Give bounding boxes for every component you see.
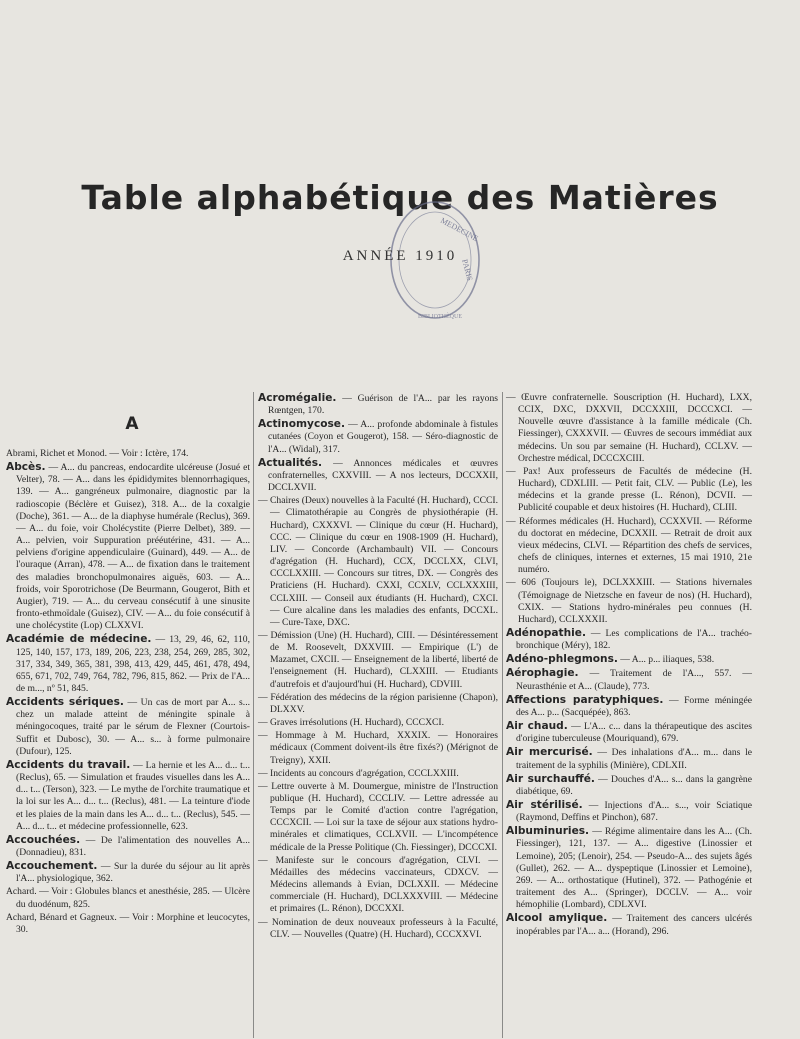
index-entry-text: — Traitement de l'A..., 557. — Neurasthénie et A... (Claude), 773. <box>516 668 752 692</box>
index-entry: — 606 (Toujours le), DCLXXXIII. — Stations hivernales (Témoignage de Nietzsche en faveur de nos) (H. Huchard), CXIX. — Stations hydro-minérales peu connues (H. Huchard), CCLXXXII. <box>506 577 752 625</box>
index-entry <box>6 696 250 758</box>
index-headword: Actinomycose. <box>258 418 346 431</box>
index-entry-text: 606 (Toujours le), DCLXXXIII. — Stations hivernales (Témoignage de Nietzsche en faveur de nos) (H. Huchard), CXIX. — Stations hydro-minérales peu connues (H. Huchard), CCLXXXII. <box>518 577 752 625</box>
index-entry-text: — 13, 29, 46, 62, 110, 125, 140, 157, 173, 189, 206, 223, 238, 254, 269, 285, 302, 317, 334, 349, 365, 381, 398, 413, 429, 445, 461, 478, 494, 655, 671, 702, 749, 764, 782, 796, 815, 862. — Prix de l'A... de m..., nº 51, 845. <box>16 634 250 694</box>
index-entry-text: — Les complications de l'A... trachéo-bronchique (Méry), 182. <box>516 627 752 652</box>
index-headword: Accouchées. <box>6 833 81 846</box>
index-entry-text: — A... du pancreas, endocardite ulcéreuse (Josué et Velter), 78. — A... dans les épididymites blennorrhagiques, 139. — A... gangréneux pulmonaire, diagnostic par la radioscopie (Béclère et Guisez), 318. A... de la coxalgie (Doche), 361. — A... de la diaphyse humérale (Reclus), 369. — A... du foie, voir Cholécystite (Pierre Delbet), 389. — A... pelvien, voir Suppuration prééutérine, 431. — A... pelviens d'origine appendiculaire (Guinard), 449. — A... de l'ouraque (Arran), 478. — A... de fixation dans le traitement des maladies bronchopulmonaires aiguës, 603. — A... froids, voir Sporotrichose (De Beurmann, Gougerot, Bith et Augier), 719. — A... du cerveau consécutif à une sinusite fronto-ethmoïdale (Guisez), CIV. — A... du foie consécutif à une cholécystite (Lop) CLXXVI. <box>16 462 250 632</box>
page-title: Table alphabétique des Matières <box>81 178 719 217</box>
index-headword: Albuminuries. <box>506 825 590 838</box>
index-entry <box>6 759 250 833</box>
index-headword: Adéno-phlegmons. <box>506 653 618 666</box>
index-column-1 <box>6 448 250 937</box>
column-divider <box>253 392 254 1038</box>
stamp-text-mid: PARIS <box>460 258 475 282</box>
index-entry-text: — Injections d'A... s..., voir Sciatique (Raymond, Deffins et Pinchon), 687. <box>516 800 752 824</box>
index-entry-text: Œuvre confraternelle. Souscription (H. Huchard), LXX, CCIX, DXC, DXXVII, DCCXXIII, DCCCXCI. — Nouvelle œuvre d'assistance à la famille médicale (Ch. Fiessinger), CXXXVII. — Œuvres de secours immédiat aux médecins. Un sou par semaine (H. Huchard), CCLXV. — Orchestre médical, DCCCXCIII. <box>518 392 752 464</box>
index-entry <box>506 694 752 719</box>
index-entry: — Manifeste sur le concours d'agrégation, CLVI. — Médailles des médecins vaccinateurs, CDXCV. — Médecins allemands à Evian, DCLXXII. — Médecine commerciale (H. Huchard), DCLXXXVIII. — Médecine et primaires (L. Rénon), DCCXXI. <box>258 854 498 915</box>
index-entry: — Chaires (Deux) nouvelles à la Faculté (H. Huchard), CCCI. — Climatothérapie au Congrès de physiothérapie (H. Huchard), CXXXVI. — Clinique du cœur (H. Huchard), CCC. — Clinique du cœur en 1908-1909 (H. Huchard), LIV. — Concorde (Archambault) VII. — Concours d'agrégation (H. Huchard), CCX, DCCLXX, CLVI, CCCLXXIII. — Concours sur titres, DX. — Congrès des Praticiens (H. Huchard). CXXI, CCXLV, CCLXXXIII, CCLXIII. — Conseil aux étudiants (H. Huchard), CXCI. — Cure alcaline dans les maladies des enfants, DCCXL. — Cure-Taxe, DXC. <box>258 495 498 628</box>
index-entry-text: Réformes médicales (H. Huchard), CCXXVII. — Réforme du doctorat en médecine, DCXXII. — Retrait de droit aux vieux médecins, CLVI. — Répartition des chefs de services, chefs de cliniques, internes et externes, 15 mai 1910, 21e numéro. <box>518 515 753 576</box>
index-entry-text: Incidents au concours d'agrégation, CCCLXXIII. <box>270 767 459 779</box>
index-entry <box>506 773 752 798</box>
index-entry-text: — Des inhalations d'A... m... dans le traitement de la syphilis (Minière), CDLXII. <box>516 747 752 771</box>
stamp-text-top: MEDECINE <box>439 215 480 244</box>
index-entry <box>258 418 498 455</box>
index-entry-text: — Un cas de mort par A... s... chez un malade atteint de méningite spinale à méningocoques, traité par le sérum de Flexner (Courtois-Suffit et Dubosc), 30. — A... s... à forme pulmonaire (Dufour), 125. <box>16 697 250 757</box>
index-entry <box>506 825 752 911</box>
index-headword: Abcès. <box>6 461 46 474</box>
index-entry-text: Abrami, Richet et Monod. — Voir : Ictère, 174. <box>6 448 189 459</box>
index-headword: Adénopathie. <box>506 626 586 639</box>
index-entry-text: Lettre ouverte à M. Doumergue, ministre de l'Instruction publique (H. Huchard), CCCLIV. — Lettre adressée au Temps par le Comité d'action contre l'agrégation, CCCXCII. — Loi sur la taxe de séjour aux stations hydro-minérales et climatiques, CCLXVII. — L'incompétence médicale de la Presse Politique (Ch. Fiessinger), DCCCXI. <box>270 780 498 853</box>
index-entry-text: Achard, Bénard et Gagneux. — Voir : Morphine et leucocytes, 30. <box>6 911 250 935</box>
index-entry-text: Achard. — Voir : Globules blancs et anesthésie, 285. — Ulcère du duodénum, 825. <box>6 886 250 910</box>
index-headword: Aérophagie. <box>506 667 579 680</box>
index-entry: — Fédération des médecins de la région parisienne (Chapon), DLXXV. <box>258 691 498 715</box>
index-entry: — Incidents au concours d'agrégation, CCCLXXIII. <box>258 767 459 779</box>
index-headword: Actualités. <box>258 456 323 469</box>
index-entry-text: — Forme méningée des A... p... (Sacquépée), 863. <box>516 694 752 718</box>
index-entry-text: Pax! Aux professeurs de Facultés de médecine (H. Huchard), CDXLIII. — Petit fait, CLV. — Public (Le), les médecins et la grande presse (L. Rénon), DCVII. — Publicité coupable et deux histoires (H. Huchard), CLIII. <box>518 465 752 514</box>
index-entry <box>258 392 498 417</box>
index-entry: — Œuvre confraternelle. Souscription (H. Huchard), LXX, CCIX, DXC, DXXVII, DCCXXIII, DCCCXCI. — Nouvelle œuvre d'assistance à la famille médicale (Ch. Fiessinger), CXXXVII. — Œuvres de secours immédiat aux médecins. Un sou par semaine (H. Huchard), CCLXV. — Orchestre médical, DCCCXCIII. <box>506 392 752 464</box>
index-headword: Affections paratyphiques. <box>506 693 664 706</box>
index-entry-text: — De l'alimentation des nouvelles A... (Donnadieu), 831. <box>16 834 250 858</box>
index-entry <box>506 653 752 666</box>
index-entry-text: — Annonces médicales et œuvres confraternelles, CXXVIII. — A nos lecteurs, DCCXXII, DCCLXVII. <box>268 457 498 494</box>
index-entry-text: — Régime alimentaire dans les A... (Ch. Fiessinger), 121, 137. — A... digestive (Linossier et Lemoine), 205; (Lenoir), 254. — Pseudo-A... des sujets âgés (Gullet), 262. — A... dyspeptique (Linossier et Lemoine), 269. — A... orthostatique (Hutinel), 372. — Pathogénie et traitement des A... (Springer), DCCLV. — A... voir hémophilie (Lombard), CDLXVI. <box>516 826 752 911</box>
index-entry-text: — Douches d'A... s... dans la gangrène diabétique, 69. <box>516 773 752 797</box>
index-entry <box>6 633 250 695</box>
index-entry-text: Hommage à M. Huchard, XXXIX. — Honoraires médicaux (Comment doivent-ils être fixés?) (Mérignot de Treigny), XXII. <box>270 730 498 766</box>
index-entry: — Pax! Aux professeurs de Facultés de médecine (H. Huchard), CDXLIII. — Petit fait, CLV. — Public (Le), les médecins et la grande presse (L. Rénon), DCVII. — Publicité coupable et deux histoires (H. Huchard), CLIII. <box>506 465 752 514</box>
index-entry-text: Chaires (Deux) nouvelles à la Faculté (H. Huchard), CCCI. — Climatothérapie au Congrès de physiothérapie (H. Huchard), CXXXVI. — Clinique du cœur (H. Huchard), CCC. — Clinique du cœur en 1908-1909 (H. Huchard), LIV. — Concorde (Archambault) VII. — Concours d'agrégation (H. Huchard), CCX, DCCLXX, CLVI, CCCLXXIII. — Concours sur titres, DX. — Congrès des Praticiens (H. Huchard). CXXI, CCXLV, CCLXXXIII, CCLXIII. — Conseil aux étudiants (H. Huchard), CXCI. — Cure alcaline dans les maladies des enfants, DCCXL. — Cure-Taxe, DXC. <box>270 495 498 628</box>
index-entry: — Hommage à M. Huchard, XXXIX. — Honoraires médicaux (Comment doivent-ils être fixés?) (Mérignot de Treigny), XXII. <box>258 730 498 766</box>
index-entry <box>6 834 250 859</box>
index-entry: — Réformes médicales (H. Huchard), CCXXVII. — Réforme du doctorat en médecine, DCXXII. — Retrait de droit aux vieux médecins, CLVI. — Répartition des chefs de services, chefs de cliniques, internes et externes, 15 mai 1910, 21e numéro. <box>506 515 753 576</box>
index-entry <box>506 720 752 745</box>
index-entry <box>506 799 752 824</box>
index-headword: Air mercurisé. <box>506 746 593 759</box>
index-headword: Acromégalie. <box>258 392 337 404</box>
index-headword: Accouchement. <box>6 860 98 873</box>
index-entry-text: — Guérison de l'A... par les rayons Rœntgen, 170. <box>268 393 498 417</box>
index-entry: — Nomination de deux nouveaux professeurs à la Faculté, CLV. — Nouvelles (Quatre) (H. Huchard), CCCXXVI. <box>258 916 498 940</box>
index-entry-text: — Sur la durée du séjour au lit après l'A... physiologique, 362. <box>16 861 250 885</box>
index-entry: — Graves irrésolutions (H. Huchard), CCCXCI. <box>258 717 444 729</box>
index-entry <box>506 627 752 652</box>
index-headword: Académie de médecine. <box>6 633 152 646</box>
index-headword: Accidents du travail. <box>6 758 131 771</box>
index-entry-text: Démission (Une) (H. Huchard), CIII. — Désintéressement de M. Roosevelt, DXXVIII. — Empirique (L') de Mazamet, CXCII. — Enseignement de la liberté, liberté de l'enseignement (H. Huchard), CLXXIII. — Etudiants d'autrefois et d'aujourd'hui (H. Huchard), CDVIII. <box>270 629 498 690</box>
index-entry-text: — L'A... c... dans la thérapeutique des ascites d'origine tuberculeuse (Mouriquand), 679. <box>516 721 752 745</box>
index-entry <box>6 860 250 885</box>
index-headword: Air stérilisé. <box>506 799 583 811</box>
index-entry <box>258 457 498 494</box>
index-entry-text: Manifeste sur le concours d'agrégation, CLVI. — Médailles des médecins vaccinateurs, CDXCV. — Médecins allemands à Evian, DCLXXII. — Médecine commerciale (H. Huchard), DCLXXXVIII. — Médecine et primaires (L. Rénon), DCCXXI. <box>270 854 498 915</box>
index-entry-text: Fédération des médecins de la région parisienne (Chapon), DLXXV. <box>270 691 498 715</box>
index-entry-text: Graves irrésolutions (H. Huchard), CCCXCI. <box>270 717 444 729</box>
index-column-3 <box>506 392 752 939</box>
index-entry-text: — Traitement des cancers ulcérés inopérables par l'A... a... (Horand), 296. <box>516 913 752 937</box>
index-entry <box>6 461 250 632</box>
index-entry <box>6 886 250 910</box>
index-entry <box>506 912 752 937</box>
index-headword: Accidents sériques. <box>6 696 124 709</box>
index-entry-text: Nomination de deux nouveaux professeurs à la Faculté, CLV. — Nouvelles (Quatre) (H. Huchard), CCCXXVI. <box>270 916 498 940</box>
index-entry: — Démission (Une) (H. Huchard), CIII. — Désintéressement de M. Roosevelt, DXXVIII. — Empirique (L') de Mazamet, CXCII. — Enseignement de la liberté, liberté de l'enseignement (H. Huchard), CLXXIII. — Etudiants d'autrefois et d'aujourd'hui (H. Huchard), CDVIII. <box>258 629 498 690</box>
index-entry <box>6 448 250 460</box>
section-letter: A <box>125 414 139 434</box>
column-divider <box>502 392 503 1038</box>
index-headword: Air surchauffé. <box>506 772 595 785</box>
index-entry-text: — A... profonde abdominale à fistules cutanées (Coyon et Gougerot), 158. — Séro-diagnostic de l'A... (Widal), 317. <box>268 419 498 455</box>
index-column-2 <box>258 392 498 942</box>
index-headword: Alcool amylique. <box>506 912 608 925</box>
index-entry: — Lettre ouverte à M. Doumergue, ministre de l'Instruction publique (H. Huchard), CCCLIV. — Lettre adressée au Temps par le Comité d'action contre l'agrégation, CCCXCII. — Loi sur la taxe de séjour aux stations hydro-minérales et climatiques, CCLXVII. — L'incompétence médicale de la Presse Politique (Ch. Fiessinger), DCCCXI. <box>258 780 498 853</box>
index-entry <box>506 746 752 771</box>
index-entry <box>6 912 250 936</box>
index-headword: Air chaud. <box>506 720 568 733</box>
year-line: ANNÉE 1910 <box>342 248 458 264</box>
index-entry <box>506 667 752 692</box>
index-entry-text: — A... p... iliaques, 538. <box>617 654 715 666</box>
stamp-text-bottom: BIBLIOTHÈQUE <box>418 314 462 320</box>
index-entry-text: — La hernie et les A... d... t... (Reclus), 65. — Simulation et fraudes visuelles dans les A... d... t... (Terson), 323. — Le mythe de l'orchite traumatique et la loi sur les A... d... t... (Reclus), 481. — La teinture d'iode et les plaies de la main dans les A... d... t... (Reclus), 545. — A... d... t... et médecine professionnelle, 623. <box>16 759 250 832</box>
